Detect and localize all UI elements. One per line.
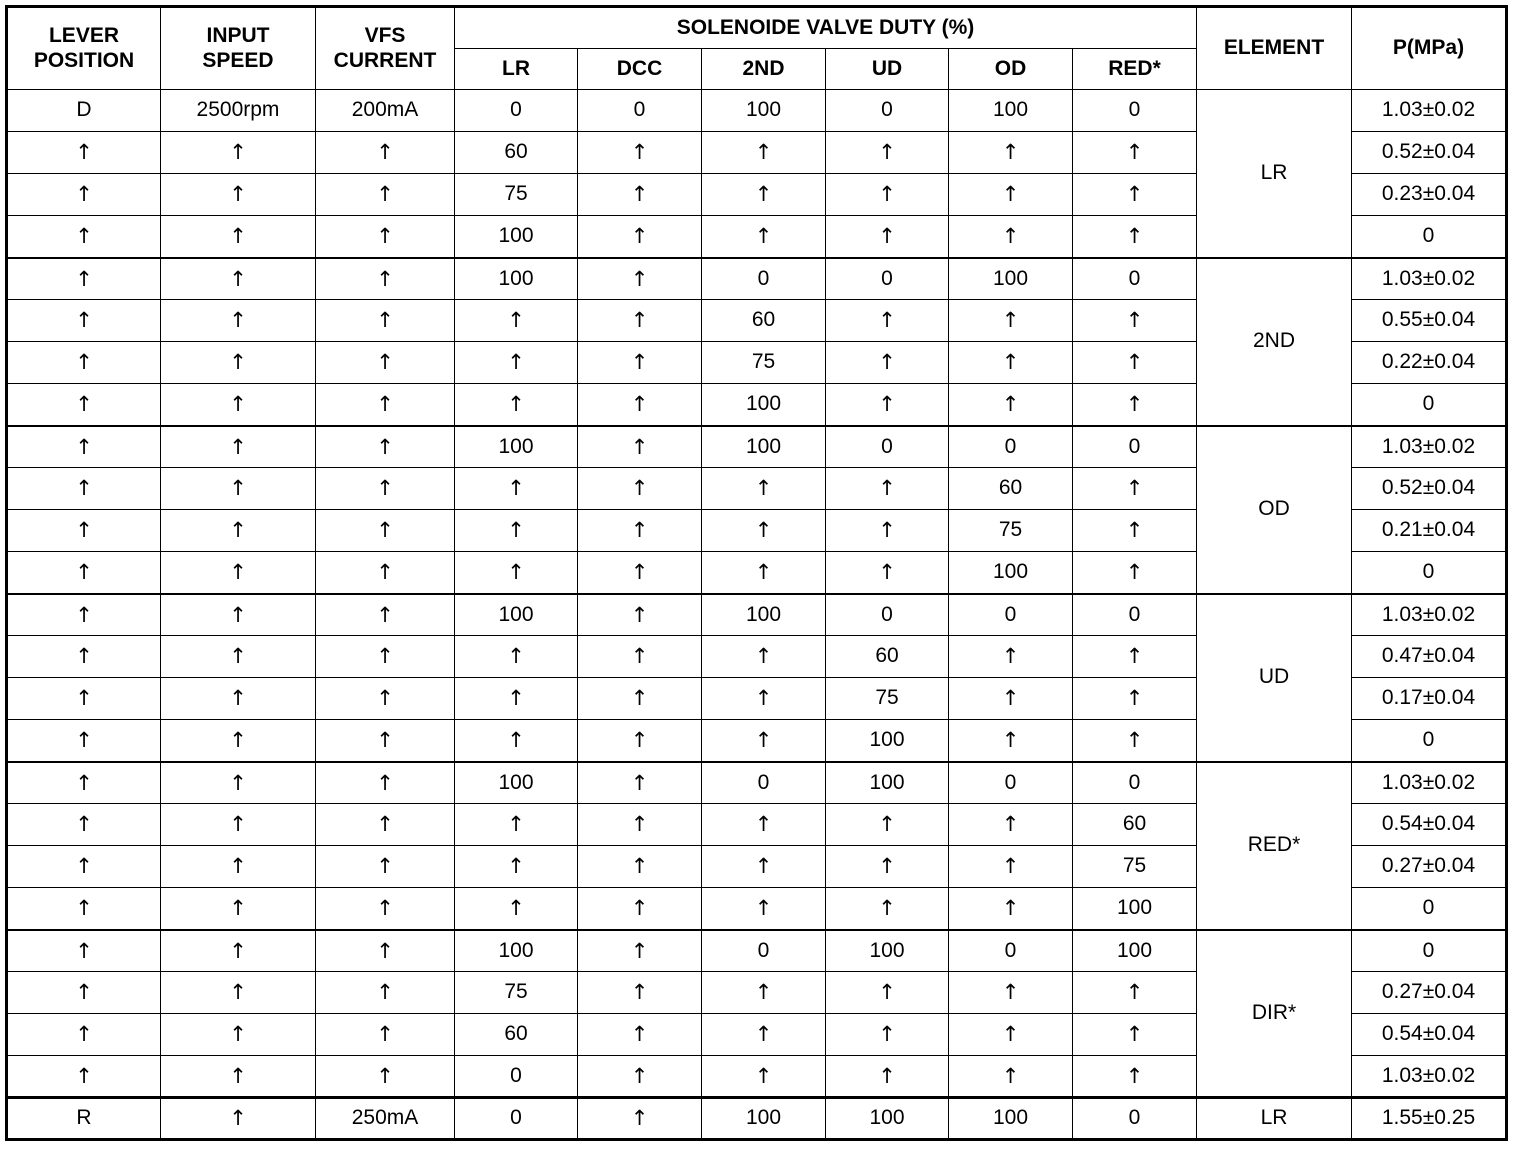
- cell-pressure: 0.23±0.04: [1352, 174, 1507, 216]
- cell-pressure: 0.52±0.04: [1352, 132, 1507, 174]
- header-input-speed: [161, 7, 316, 90]
- table-row: [7, 930, 1507, 972]
- cell-od-duty: ↑: [949, 888, 1073, 930]
- cell-dcc-duty: ↑: [578, 636, 702, 678]
- cell-red-duty: 75: [1073, 846, 1197, 888]
- cell-2nd-duty: ↑: [702, 510, 826, 552]
- cell-od-duty: ↑: [949, 636, 1073, 678]
- cell-vfs-current: ↑: [316, 1014, 455, 1056]
- cell-red-duty: ↑: [1073, 972, 1197, 1014]
- cell-pressure: 0: [1352, 930, 1507, 972]
- cell-ud-duty: ↑: [826, 1056, 949, 1098]
- cell-pressure: 0: [1352, 720, 1507, 762]
- cell-dcc-duty: ↑: [578, 342, 702, 384]
- cell-dcc-duty: ↑: [578, 552, 702, 594]
- cell-ud-duty: 0: [826, 426, 949, 468]
- cell-od-duty: 100: [949, 1098, 1073, 1140]
- cell-vfs-current: ↑: [316, 972, 455, 1014]
- cell-lr-duty: ↑: [455, 804, 578, 846]
- cell-input-speed: ↑: [161, 720, 316, 762]
- cell-red-duty: 100: [1073, 888, 1197, 930]
- cell-od-duty: ↑: [949, 342, 1073, 384]
- cell-dcc-duty: ↑: [578, 762, 702, 804]
- header-solenoid-red: RED*: [1073, 49, 1197, 90]
- cell-red-duty: 0: [1073, 426, 1197, 468]
- cell-input-speed: ↑: [161, 258, 316, 300]
- cell-dcc-duty: ↑: [578, 972, 702, 1014]
- cell-lever-position: ↑: [7, 720, 161, 762]
- cell-2nd-duty: ↑: [702, 132, 826, 174]
- cell-lever-position: ↑: [7, 552, 161, 594]
- cell-2nd-duty: ↑: [702, 174, 826, 216]
- cell-vfs-current: ↑: [316, 720, 455, 762]
- header-solenoid-dcc: DCC: [578, 49, 702, 90]
- cell-dcc-duty: ↑: [578, 846, 702, 888]
- cell-lr-duty: ↑: [455, 384, 578, 426]
- cell-lever-position: ↑: [7, 1014, 161, 1056]
- cell-ud-duty: ↑: [826, 300, 949, 342]
- cell-vfs-current: 250mA: [316, 1098, 455, 1140]
- cell-red-duty: ↑: [1073, 552, 1197, 594]
- solenoid-duty-table: [5, 5, 1508, 1141]
- cell-pressure: 1.55±0.25: [1352, 1098, 1507, 1140]
- cell-od-duty: ↑: [949, 804, 1073, 846]
- cell-od-duty: 60: [949, 468, 1073, 510]
- cell-od-duty: ↑: [949, 720, 1073, 762]
- cell-vfs-current: ↑: [316, 300, 455, 342]
- cell-ud-duty: ↑: [826, 384, 949, 426]
- cell-lr-duty: 100: [455, 762, 578, 804]
- cell-lever-position: ↑: [7, 510, 161, 552]
- cell-lever-position: ↑: [7, 888, 161, 930]
- cell-pressure: 1.03±0.02: [1352, 90, 1507, 132]
- cell-red-duty: ↑: [1073, 468, 1197, 510]
- cell-2nd-duty: 75: [702, 342, 826, 384]
- cell-red-duty: 0: [1073, 1098, 1197, 1140]
- header-solenoid-ud: UD: [826, 49, 949, 90]
- cell-ud-duty: ↑: [826, 510, 949, 552]
- cell-dcc-duty: ↑: [578, 678, 702, 720]
- header-vfs-line2: CURRENT: [333, 48, 437, 72]
- cell-pressure: 1.03±0.02: [1352, 258, 1507, 300]
- cell-od-duty: ↑: [949, 678, 1073, 720]
- cell-lever-position: ↑: [7, 258, 161, 300]
- cell-vfs-current: 200mA: [316, 90, 455, 132]
- cell-ud-duty: ↑: [826, 132, 949, 174]
- cell-vfs-current: ↑: [316, 342, 455, 384]
- cell-dcc-duty: ↑: [578, 1056, 702, 1098]
- cell-input-speed: ↑: [161, 678, 316, 720]
- cell-vfs-current: ↑: [316, 426, 455, 468]
- cell-ud-duty: 0: [826, 90, 949, 132]
- cell-red-duty: ↑: [1073, 300, 1197, 342]
- header-pressure: P(MPa): [1352, 7, 1507, 90]
- cell-2nd-duty: ↑: [702, 1056, 826, 1098]
- cell-2nd-duty: 100: [702, 426, 826, 468]
- cell-lr-duty: 0: [455, 1056, 578, 1098]
- cell-red-duty: 0: [1073, 90, 1197, 132]
- cell-input-speed: ↑: [161, 636, 316, 678]
- cell-dcc-duty: ↑: [578, 720, 702, 762]
- cell-element: RED*: [1197, 762, 1352, 930]
- cell-ud-duty: ↑: [826, 804, 949, 846]
- cell-2nd-duty: 100: [702, 90, 826, 132]
- header-lever-position: [7, 7, 161, 90]
- cell-element: 2ND: [1197, 258, 1352, 426]
- table-row: [7, 762, 1507, 804]
- cell-input-speed: ↑: [161, 1014, 316, 1056]
- cell-2nd-duty: ↑: [702, 804, 826, 846]
- cell-lr-duty: ↑: [455, 552, 578, 594]
- header-element: ELEMENT: [1197, 7, 1352, 90]
- table-row: [7, 90, 1507, 132]
- cell-input-speed: ↑: [161, 930, 316, 972]
- cell-red-duty: 60: [1073, 804, 1197, 846]
- cell-pressure: 0.54±0.04: [1352, 1014, 1507, 1056]
- header-vfs-line1: VFS: [364, 24, 406, 48]
- cell-input-speed: ↑: [161, 888, 316, 930]
- cell-vfs-current: ↑: [316, 762, 455, 804]
- cell-ud-duty: ↑: [826, 342, 949, 384]
- cell-2nd-duty: ↑: [702, 552, 826, 594]
- cell-lever-position: ↑: [7, 468, 161, 510]
- cell-vfs-current: ↑: [316, 636, 455, 678]
- table-row: [7, 594, 1507, 636]
- cell-od-duty: ↑: [949, 846, 1073, 888]
- table-row: [7, 1098, 1507, 1140]
- cell-lr-duty: 0: [455, 1098, 578, 1140]
- cell-od-duty: ↑: [949, 300, 1073, 342]
- cell-lever-position: ↑: [7, 804, 161, 846]
- cell-od-duty: 75: [949, 510, 1073, 552]
- cell-ud-duty: ↑: [826, 216, 949, 258]
- cell-ud-duty: ↑: [826, 1014, 949, 1056]
- cell-lr-duty: ↑: [455, 720, 578, 762]
- cell-pressure: 0.27±0.04: [1352, 972, 1507, 1014]
- cell-lr-duty: 100: [455, 594, 578, 636]
- cell-lever-position: ↑: [7, 846, 161, 888]
- cell-lr-duty: ↑: [455, 468, 578, 510]
- cell-ud-duty: ↑: [826, 552, 949, 594]
- header-speed-line2: SPEED: [202, 48, 274, 72]
- cell-2nd-duty: 0: [702, 762, 826, 804]
- cell-od-duty: ↑: [949, 384, 1073, 426]
- cell-pressure: 0.27±0.04: [1352, 846, 1507, 888]
- cell-vfs-current: ↑: [316, 132, 455, 174]
- cell-input-speed: ↑: [161, 216, 316, 258]
- cell-2nd-duty: ↑: [702, 972, 826, 1014]
- cell-pressure: 1.03±0.02: [1352, 594, 1507, 636]
- cell-element: LR: [1197, 1098, 1352, 1140]
- cell-lr-duty: 0: [455, 90, 578, 132]
- cell-ud-duty: 0: [826, 258, 949, 300]
- cell-dcc-duty: ↑: [578, 804, 702, 846]
- cell-od-duty: ↑: [949, 1014, 1073, 1056]
- cell-vfs-current: ↑: [316, 384, 455, 426]
- cell-input-speed: ↑: [161, 552, 316, 594]
- cell-lever-position: R: [7, 1098, 161, 1140]
- cell-lever-position: ↑: [7, 300, 161, 342]
- cell-ud-duty: 100: [826, 930, 949, 972]
- cell-ud-duty: 75: [826, 678, 949, 720]
- cell-2nd-duty: 0: [702, 258, 826, 300]
- cell-lever-position: ↑: [7, 972, 161, 1014]
- cell-dcc-duty: ↑: [578, 216, 702, 258]
- cell-pressure: 1.03±0.02: [1352, 426, 1507, 468]
- table-row: [7, 258, 1507, 300]
- cell-input-speed: 2500rpm: [161, 90, 316, 132]
- cell-vfs-current: ↑: [316, 468, 455, 510]
- cell-input-speed: ↑: [161, 426, 316, 468]
- cell-ud-duty: 100: [826, 720, 949, 762]
- cell-2nd-duty: ↑: [702, 888, 826, 930]
- cell-red-duty: ↑: [1073, 678, 1197, 720]
- cell-lr-duty: ↑: [455, 678, 578, 720]
- cell-red-duty: 0: [1073, 762, 1197, 804]
- cell-red-duty: ↑: [1073, 510, 1197, 552]
- header-lever-line1: LEVER: [48, 24, 119, 48]
- header-vfs-current: [316, 7, 455, 90]
- cell-input-speed: ↑: [161, 300, 316, 342]
- cell-od-duty: 100: [949, 552, 1073, 594]
- cell-vfs-current: ↑: [316, 510, 455, 552]
- cell-vfs-current: ↑: [316, 594, 455, 636]
- cell-lever-position: ↑: [7, 594, 161, 636]
- cell-red-duty: ↑: [1073, 384, 1197, 426]
- cell-red-duty: 0: [1073, 258, 1197, 300]
- cell-dcc-duty: ↑: [578, 426, 702, 468]
- cell-dcc-duty: ↑: [578, 468, 702, 510]
- cell-lr-duty: 75: [455, 174, 578, 216]
- cell-2nd-duty: ↑: [702, 468, 826, 510]
- cell-red-duty: ↑: [1073, 720, 1197, 762]
- cell-input-speed: ↑: [161, 384, 316, 426]
- cell-2nd-duty: 100: [702, 594, 826, 636]
- cell-element: OD: [1197, 426, 1352, 594]
- cell-vfs-current: ↑: [316, 1056, 455, 1098]
- cell-pressure: 0: [1352, 888, 1507, 930]
- cell-red-duty: ↑: [1073, 636, 1197, 678]
- cell-2nd-duty: 0: [702, 930, 826, 972]
- cell-vfs-current: ↑: [316, 930, 455, 972]
- cell-vfs-current: ↑: [316, 174, 455, 216]
- cell-dcc-duty: ↑: [578, 1098, 702, 1140]
- cell-input-speed: ↑: [161, 510, 316, 552]
- cell-od-duty: ↑: [949, 174, 1073, 216]
- cell-dcc-duty: ↑: [578, 1014, 702, 1056]
- cell-od-duty: ↑: [949, 132, 1073, 174]
- cell-lever-position: ↑: [7, 132, 161, 174]
- cell-dcc-duty: ↑: [578, 930, 702, 972]
- cell-pressure: 0.21±0.04: [1352, 510, 1507, 552]
- header-solenoid-od: OD: [949, 49, 1073, 90]
- cell-lr-duty: ↑: [455, 300, 578, 342]
- cell-2nd-duty: 60: [702, 300, 826, 342]
- cell-pressure: 0.55±0.04: [1352, 300, 1507, 342]
- cell-input-speed: ↑: [161, 762, 316, 804]
- table-row: [7, 426, 1507, 468]
- cell-vfs-current: ↑: [316, 258, 455, 300]
- cell-lever-position: ↑: [7, 342, 161, 384]
- cell-input-speed: ↑: [161, 1056, 316, 1098]
- cell-vfs-current: ↑: [316, 552, 455, 594]
- cell-od-duty: 0: [949, 426, 1073, 468]
- cell-2nd-duty: ↑: [702, 216, 826, 258]
- cell-input-speed: ↑: [161, 594, 316, 636]
- cell-2nd-duty: 100: [702, 1098, 826, 1140]
- cell-ud-duty: ↑: [826, 888, 949, 930]
- cell-dcc-duty: ↑: [578, 174, 702, 216]
- cell-input-speed: ↑: [161, 846, 316, 888]
- cell-pressure: 1.03±0.02: [1352, 1056, 1507, 1098]
- cell-lever-position: ↑: [7, 1056, 161, 1098]
- cell-lr-duty: 100: [455, 426, 578, 468]
- cell-lever-position: ↑: [7, 426, 161, 468]
- cell-ud-duty: ↑: [826, 846, 949, 888]
- cell-lever-position: ↑: [7, 930, 161, 972]
- cell-ud-duty: ↑: [826, 468, 949, 510]
- cell-pressure: 0.54±0.04: [1352, 804, 1507, 846]
- cell-lr-duty: 60: [455, 1014, 578, 1056]
- header-solenoid-2nd: 2ND: [702, 49, 826, 90]
- header-speed-line1: INPUT: [206, 24, 270, 48]
- cell-ud-duty: 100: [826, 762, 949, 804]
- cell-2nd-duty: ↑: [702, 846, 826, 888]
- cell-element: LR: [1197, 90, 1352, 258]
- cell-dcc-duty: ↑: [578, 594, 702, 636]
- cell-dcc-duty: ↑: [578, 384, 702, 426]
- cell-lever-position: ↑: [7, 678, 161, 720]
- cell-dcc-duty: ↑: [578, 258, 702, 300]
- cell-dcc-duty: ↑: [578, 300, 702, 342]
- cell-vfs-current: ↑: [316, 678, 455, 720]
- cell-2nd-duty: ↑: [702, 636, 826, 678]
- cell-lever-position: ↑: [7, 636, 161, 678]
- cell-red-duty: ↑: [1073, 1056, 1197, 1098]
- cell-input-speed: ↑: [161, 174, 316, 216]
- header-solenoid-group: SOLENOIDE VALVE DUTY (%): [455, 7, 1197, 49]
- cell-input-speed: ↑: [161, 342, 316, 384]
- cell-ud-duty: 100: [826, 1098, 949, 1140]
- cell-pressure: 0.47±0.04: [1352, 636, 1507, 678]
- cell-od-duty: ↑: [949, 972, 1073, 1014]
- cell-ud-duty: ↑: [826, 174, 949, 216]
- header-solenoid-lr: LR: [455, 49, 578, 90]
- header-lever-line2: POSITION: [33, 48, 135, 72]
- cell-red-duty: ↑: [1073, 174, 1197, 216]
- cell-od-duty: 0: [949, 930, 1073, 972]
- cell-lever-position: ↑: [7, 384, 161, 426]
- cell-red-duty: ↑: [1073, 342, 1197, 384]
- cell-pressure: 0: [1352, 216, 1507, 258]
- cell-2nd-duty: ↑: [702, 678, 826, 720]
- cell-lever-position: ↑: [7, 174, 161, 216]
- cell-input-speed: ↑: [161, 804, 316, 846]
- cell-od-duty: 0: [949, 762, 1073, 804]
- cell-pressure: 0: [1352, 384, 1507, 426]
- cell-dcc-duty: ↑: [578, 132, 702, 174]
- cell-pressure: 0.52±0.04: [1352, 468, 1507, 510]
- cell-ud-duty: 0: [826, 594, 949, 636]
- cell-2nd-duty: ↑: [702, 1014, 826, 1056]
- table-body: [7, 90, 1507, 1140]
- cell-dcc-duty: ↑: [578, 510, 702, 552]
- cell-lr-duty: ↑: [455, 636, 578, 678]
- cell-element: UD: [1197, 594, 1352, 762]
- cell-od-duty: ↑: [949, 216, 1073, 258]
- cell-input-speed: ↑: [161, 132, 316, 174]
- cell-ud-duty: ↑: [826, 972, 949, 1014]
- cell-vfs-current: ↑: [316, 804, 455, 846]
- cell-lr-duty: 60: [455, 132, 578, 174]
- cell-od-duty: 100: [949, 258, 1073, 300]
- cell-lever-position: ↑: [7, 216, 161, 258]
- cell-pressure: 1.03±0.02: [1352, 762, 1507, 804]
- cell-od-duty: 100: [949, 90, 1073, 132]
- cell-od-duty: 0: [949, 594, 1073, 636]
- cell-lr-duty: ↑: [455, 342, 578, 384]
- cell-pressure: 0.17±0.04: [1352, 678, 1507, 720]
- cell-lever-position: D: [7, 90, 161, 132]
- cell-lr-duty: ↑: [455, 888, 578, 930]
- cell-lr-duty: 100: [455, 216, 578, 258]
- cell-lever-position: ↑: [7, 762, 161, 804]
- cell-input-speed: ↑: [161, 1098, 316, 1140]
- cell-vfs-current: ↑: [316, 846, 455, 888]
- cell-input-speed: ↑: [161, 972, 316, 1014]
- cell-input-speed: ↑: [161, 468, 316, 510]
- cell-2nd-duty: 100: [702, 384, 826, 426]
- cell-red-duty: 0: [1073, 594, 1197, 636]
- cell-lr-duty: 75: [455, 972, 578, 1014]
- cell-lr-duty: 100: [455, 258, 578, 300]
- cell-red-duty: ↑: [1073, 132, 1197, 174]
- cell-lr-duty: ↑: [455, 510, 578, 552]
- cell-vfs-current: ↑: [316, 216, 455, 258]
- cell-element: DIR*: [1197, 930, 1352, 1098]
- cell-2nd-duty: ↑: [702, 720, 826, 762]
- cell-pressure: 0.22±0.04: [1352, 342, 1507, 384]
- cell-od-duty: ↑: [949, 1056, 1073, 1098]
- cell-lr-duty: ↑: [455, 846, 578, 888]
- cell-dcc-duty: 0: [578, 90, 702, 132]
- cell-red-duty: ↑: [1073, 216, 1197, 258]
- cell-lr-duty: 100: [455, 930, 578, 972]
- cell-vfs-current: ↑: [316, 888, 455, 930]
- cell-ud-duty: 60: [826, 636, 949, 678]
- cell-red-duty: ↑: [1073, 1014, 1197, 1056]
- cell-pressure: 0: [1352, 552, 1507, 594]
- cell-red-duty: 100: [1073, 930, 1197, 972]
- cell-dcc-duty: ↑: [578, 888, 702, 930]
